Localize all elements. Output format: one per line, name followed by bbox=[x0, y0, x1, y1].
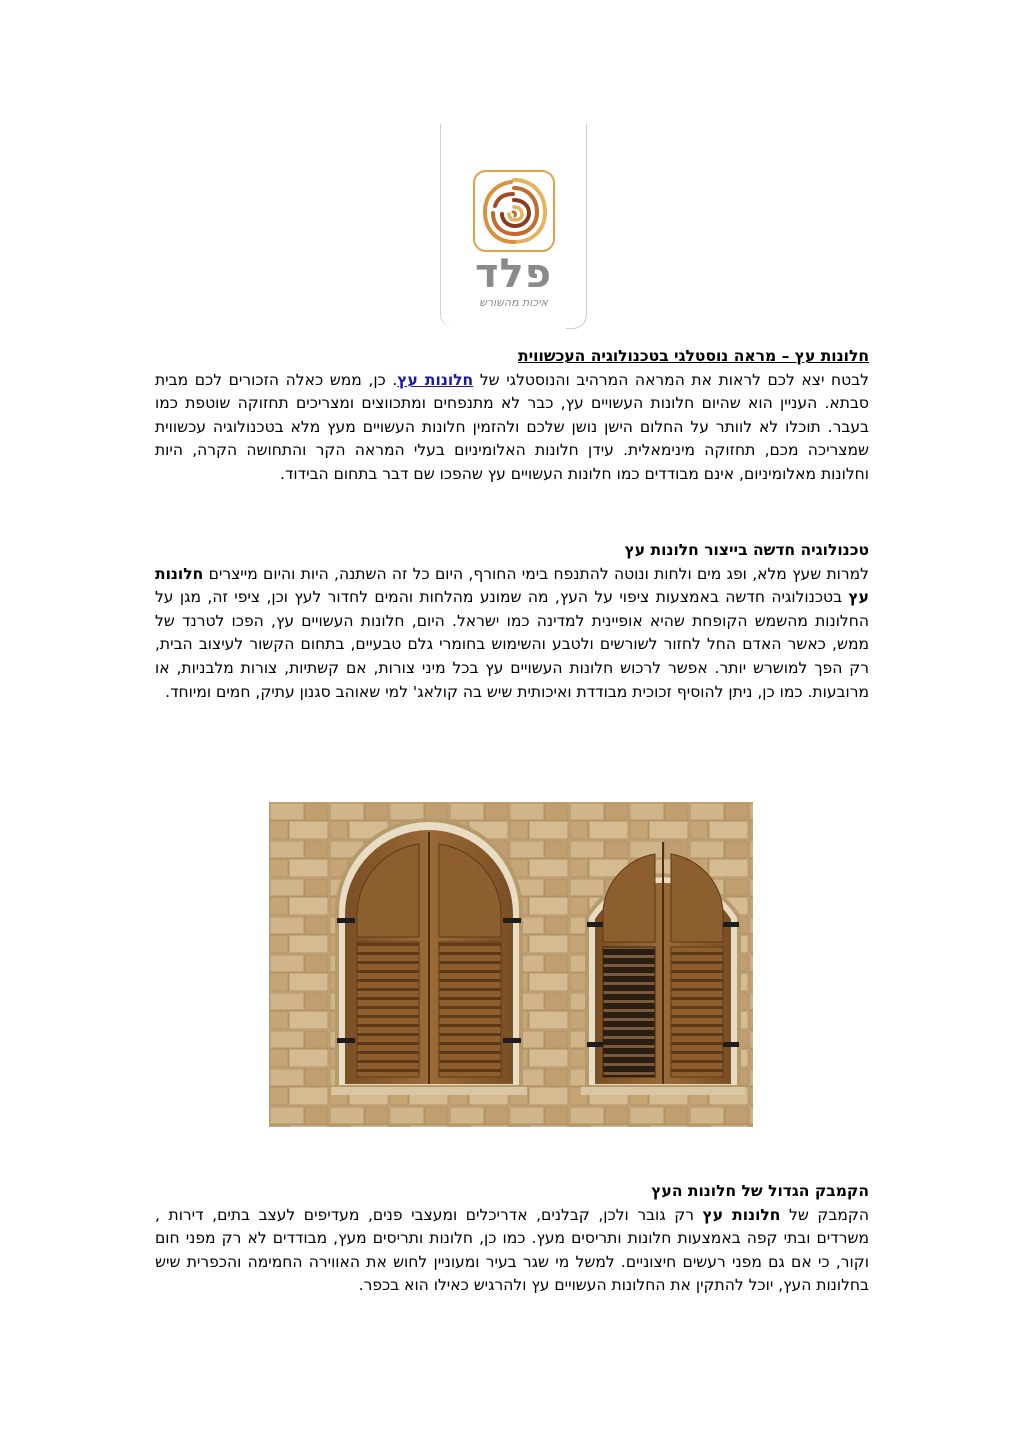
section-heading: חלונות עץ – מראה נוסטלגי בטכנולוגיה העכשווית bbox=[518, 347, 869, 365]
bold-keyword: חלונות עץ bbox=[702, 1205, 781, 1224]
logo-name: פלד bbox=[474, 251, 553, 297]
section-comeback bbox=[155, 1180, 869, 1298]
paragraph-text: בטכנולוגיה חדשה באמצעות ציפוי על העץ, מה שמונע מהלחות והמים לחדור לעץ וכן, ציפי זה, מגן על החלונות מהשמש הקופחת שהיא אופיינית למדינה כמו ישראל. היום, חלונות העשויים עץ, הפכו לטרנד של ממש, כאשר האדם החל לחזור לשורשים ולטבע והשימוש בחומרי גלם טבעיים, בתחום הקשור לעיצוב הבית, רק הפך למושרש יותר. אפשר לרכוש חלונות העשויים עץ בכל מיני צורות, אם קשתיות, צורות מלבניות, או מרובעות. כמו כן, ניתן להוסיף זכוכית מבודדת ואיכותית שיש בה קולאג' למי שאוהב סגנון עתיק, חמים ומיוחד. bbox=[155, 588, 869, 701]
section-nostalgic bbox=[155, 345, 869, 487]
arched-wooden-windows-photo bbox=[269, 802, 753, 1127]
left-window bbox=[331, 820, 527, 1095]
section-paragraph bbox=[155, 563, 869, 705]
paragraph-text: לבטח יצא לכם לראות את המראה המרהיב והנוסטלגי של bbox=[473, 370, 869, 389]
section-technology bbox=[155, 539, 869, 704]
logo-tagline: איכות מהשורש bbox=[479, 296, 548, 309]
paragraph-text: רק גובר ולכן, קבלנים, אדריכלים ומעצבי פנים, מעדיפים לעצב בתים, דירות , משרדים ובתי קפה באמצעות חלונות ותריסים מעץ. כמו כן, חלונות ותריסים מעץ, מבודדים לא רק מפני חום וקור, כי אם גם מפני רעשים חיצוניים. למשל מי שגר בעיר ומעוניין לחוש את האווירה החמימה והכפרית שיש בחלונות העץ, יוכל להתקין את החלונות העשויים עץ ולהרגיש כאילו הוא בכפר. bbox=[155, 1205, 869, 1295]
paragraph-text: הקמבק של bbox=[780, 1205, 870, 1224]
fingerprint-logo-icon bbox=[473, 170, 555, 252]
paragraph-text: למרות שעץ מלא, ופג מים ולחות ונוטה להתנפח בימי החורף, היום כל זה השתנה, היות והיום מייצרים bbox=[203, 564, 869, 583]
paragraph-text: . כן, ממש כאלה הזכורים לכם מבית סבתא. העניין הוא שהיום חלונות העשויים עץ, כבר לא מתנפחים ומתכווצים ומצריכים תחזוקה שוטפת כמו בעבר. תוכלו לא לוותר על החלום הישן נושן שלכם ולהזמין חלונות העשויים מעץ מלא בטכנולוגיה עכשווית שמצריכה מכם, תחזוקה מינימאלית. עידן חלונות האלומיניום בעלי המראה הקר והתחושה הקרה, היות וחלונות מאלומיניום, אינם מבודדים כמו חלונות העשויים עץ שהפכו שם דבר בתחום הבידוד. bbox=[155, 370, 869, 483]
bold-keyword: חלונות עץ bbox=[155, 564, 869, 607]
logo-card bbox=[440, 124, 587, 328]
section-heading: טכנולוגיה חדשה בייצור חלונות עץ bbox=[624, 541, 869, 559]
section-paragraph bbox=[155, 369, 869, 487]
section-heading: הקמבק הגדול של חלונות העץ bbox=[651, 1182, 869, 1200]
wooden-windows-link[interactable]: חלונות עץ bbox=[397, 370, 474, 389]
section-paragraph bbox=[155, 1204, 869, 1298]
windows-illustration bbox=[269, 802, 753, 1127]
